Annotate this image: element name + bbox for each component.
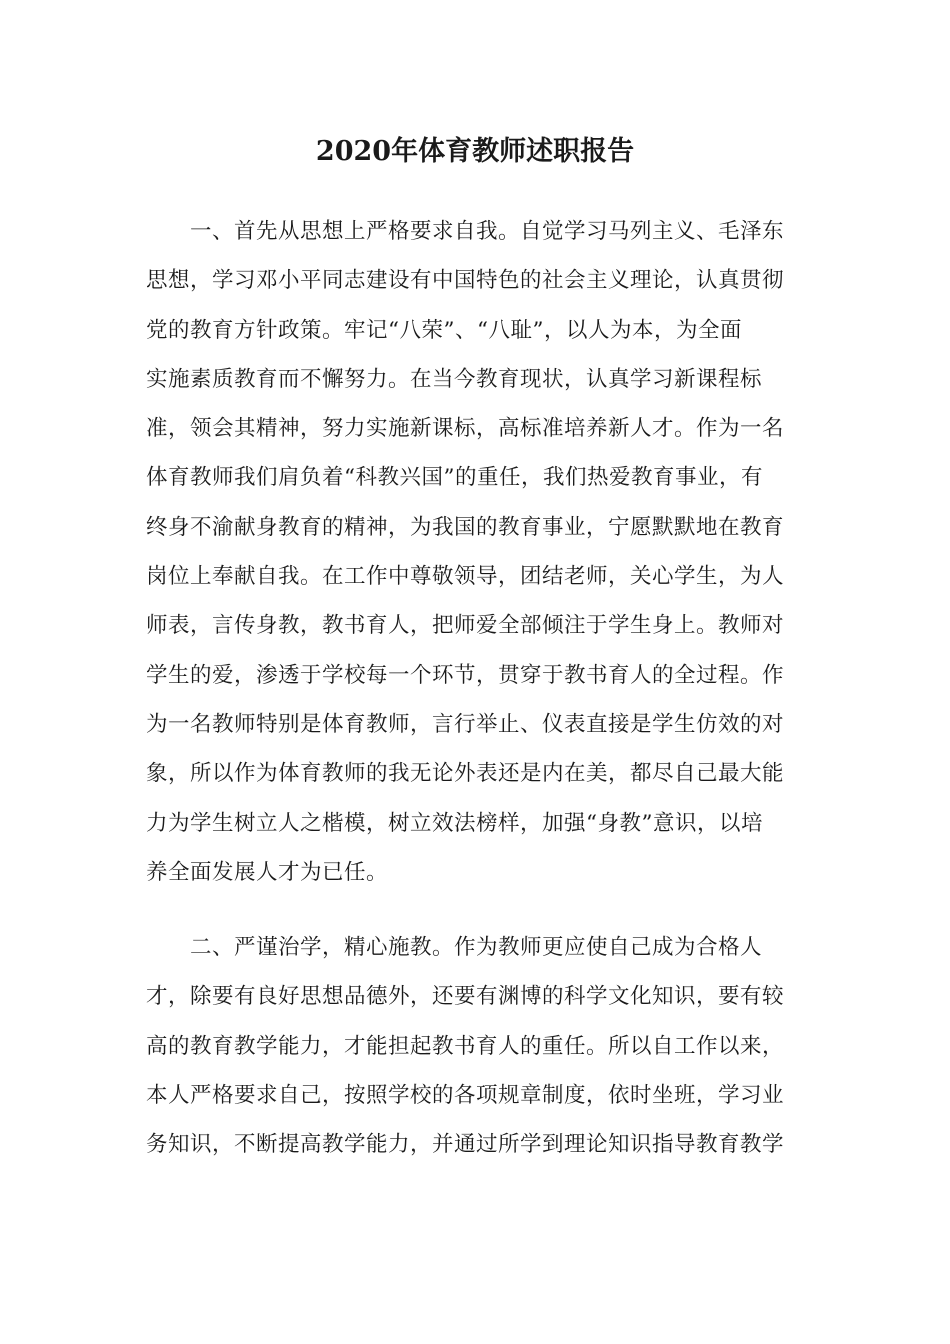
paragraph-line: 本人严格要求自己，按照学校的各项规章制度，依时坐班，学习业 (146, 1082, 785, 1108)
paragraph-line: 才，除要有良好思想品德外，还要有渊博的科学文化知识，要有较 (146, 984, 785, 1010)
paragraph-line: 二、严谨治学，精心施教。作为教师更应使自己成为合格人 (146, 935, 763, 960)
paragraph-line: 一、首先从思想上严格要求自我。自觉学习马列主义、毛泽东 (146, 219, 785, 244)
paragraph-line: 师表，言传身教，教书育人，把师爱全部倾注于学生身上。教师对 (146, 613, 785, 639)
paragraph-line: 党的教育方针政策。牢记“八荣”、“八耻”，以人为本，为全面 (146, 317, 742, 343)
paragraph-line: 象，所以作为体育教师的我无论外表还是内在美，都尽自己最大能 (146, 761, 785, 787)
paragraph-line: 务知识，不断提高教学能力，并通过所学到理论知识指导教育教学 (146, 1132, 785, 1158)
paragraph-line: 思想，学习邓小平同志建设有中国特色的社会主义理论，认真贯彻 (146, 268, 785, 294)
paragraph-1 (146, 207, 796, 897)
paragraph-line: 为一名教师特别是体育教师，言行举止、仪表直接是学生仿效的对 (146, 711, 785, 737)
paragraph-2 (146, 923, 796, 1169)
document-title: 2020年体育教师述职报告 (315, 136, 635, 167)
paragraph-line: 体育教师我们肩负着“科教兴国”的重任，我们热爱教育事业，有 (146, 465, 763, 491)
paragraph-line: 实施素质教育而不懈努力。在当今教育现状，认真学习新课程标 (146, 366, 763, 392)
paragraph-line: 终身不渝献身教育的精神，为我国的教育事业，宁愿默默地在教育 (146, 514, 785, 540)
paragraph-line: 准，领会其精神，努力实施新课标，高标准培养新人才。作为一名 (146, 416, 785, 442)
paragraph-line: 岗位上奉献自我。在工作中尊敬领导，团结老师，关心学生，为人 (146, 564, 785, 590)
paragraph-line: 高的教育教学能力，才能担起教书育人的重任。所以自工作以来， (146, 1033, 785, 1059)
paragraph-line: 养全面发展人才为已任。 (146, 859, 389, 885)
paragraph-line: 力为学生树立人之楷模，树立效法榜样，加强“身教”意识，以培 (146, 810, 763, 836)
paragraph-line: 学生的爱，渗透于学校每一个环节，贯穿于教书育人的全过程。作 (146, 662, 785, 688)
